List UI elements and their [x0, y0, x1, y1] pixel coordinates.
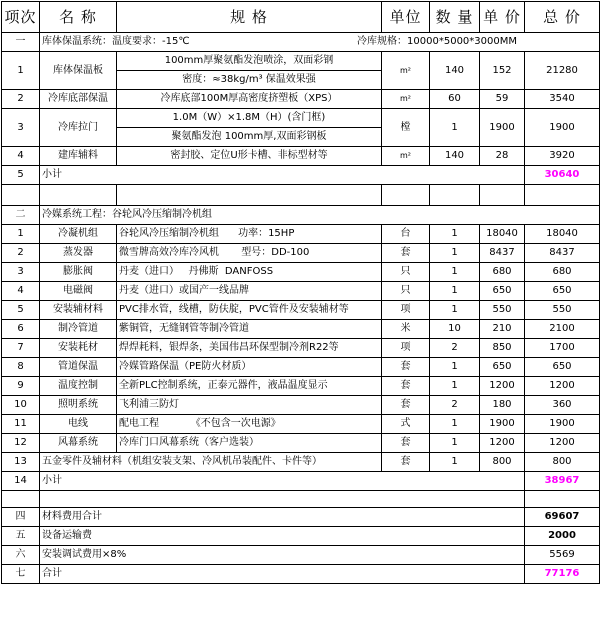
row-spec: 冷库底部100M厚高密度挤塑板（XPS） [117, 90, 382, 109]
row-total: 800 [525, 453, 600, 472]
row-price: 210 [480, 320, 525, 339]
row-qty: 2 [430, 339, 480, 358]
row-spec: 焊焊耗料，银焊条，美国伟昌环保型制冷剂R22等 [117, 339, 382, 358]
table-row [2, 453, 600, 472]
row-price: 59 [480, 90, 525, 109]
header-price: 单 价 [480, 2, 525, 33]
row-unit: 式 [382, 415, 430, 434]
row-no: 12 [2, 434, 40, 453]
row-price: 180 [480, 396, 525, 415]
row-spec: 冷库门口风幕系统（客户选装） [117, 434, 382, 453]
row-unit: 套 [382, 244, 430, 263]
section-no: 一 [2, 33, 40, 52]
row-price: 28 [480, 147, 525, 166]
row-unit: 台 [382, 225, 430, 244]
summary-label: 安装调试费用×8% [40, 546, 525, 565]
section-2-title-row [2, 206, 600, 225]
row-name: 蒸发器 [40, 244, 117, 263]
row-no: 1 [2, 52, 40, 90]
summary-value: 2000 [525, 527, 600, 546]
row-qty: 1 [430, 377, 480, 396]
row-total: 2100 [525, 320, 600, 339]
row-no: 13 [2, 453, 40, 472]
header-spec: 规 格 [117, 2, 382, 33]
row-no: 5 [2, 166, 40, 185]
row-no: 3 [2, 263, 40, 282]
row-price: 152 [480, 52, 525, 90]
row-unit: m² [382, 52, 430, 90]
table-row [2, 377, 600, 396]
row-qty: 10 [430, 320, 480, 339]
row-price: 1900 [480, 109, 525, 147]
table-row [2, 415, 600, 434]
row-name: 膨胀阀 [40, 263, 117, 282]
row-qty: 1 [430, 244, 480, 263]
row-qty: 1 [430, 434, 480, 453]
row-name: 五金零件及辅材料（机组安装支架、冷风机吊装配件、卡件等） [40, 453, 382, 472]
row-no: 8 [2, 358, 40, 377]
table-row [2, 225, 600, 244]
row-unit: 只 [382, 263, 430, 282]
subtotal-label: 小计 [40, 166, 525, 185]
table-row [2, 320, 600, 339]
row-name: 电磁阀 [40, 282, 117, 301]
row-no: 11 [2, 415, 40, 434]
row-qty: 140 [430, 147, 480, 166]
row-qty: 1 [430, 301, 480, 320]
grand-total-row [2, 565, 600, 584]
row-unit: m² [382, 147, 430, 166]
row-no: 5 [2, 301, 40, 320]
row-name: 库体保温板 [40, 52, 117, 90]
summary-row [2, 508, 600, 527]
row-unit: m² [382, 90, 430, 109]
row-total: 650 [525, 282, 600, 301]
row-no: 4 [2, 147, 40, 166]
row-no: 4 [2, 282, 40, 301]
row-qty: 1 [430, 453, 480, 472]
header-no: 项次 [2, 2, 40, 33]
row-spec: 配电工程 《不包含一次电源》 [117, 415, 382, 434]
header-qty: 数 量 [430, 2, 480, 33]
row-total: 550 [525, 301, 600, 320]
row-unit: 只 [382, 282, 430, 301]
row-qty: 1 [430, 282, 480, 301]
row-spec: 微雪牌高效冷库冷风机 型号：DD-100 [117, 244, 382, 263]
row-total: 8437 [525, 244, 600, 263]
row-total: 3920 [525, 147, 600, 166]
row-no: 6 [2, 320, 40, 339]
row-name: 安装耗材 [40, 339, 117, 358]
row-unit: 套 [382, 396, 430, 415]
section-title [40, 33, 600, 52]
row-no: 七 [2, 565, 40, 584]
header-unit: 单位 [382, 2, 430, 33]
row-name: 管道保温 [40, 358, 117, 377]
row-total: 360 [525, 396, 600, 415]
row-unit: 套 [382, 434, 430, 453]
section-subtitle: 冷库规格：10000*5000*3000MM [357, 36, 517, 47]
table-row [2, 434, 600, 453]
grand-total-value: 77176 [525, 565, 600, 584]
row-unit: 米 [382, 320, 430, 339]
row-price: 550 [480, 301, 525, 320]
row-no: 六 [2, 546, 40, 565]
row-total: 680 [525, 263, 600, 282]
row-qty: 1 [430, 225, 480, 244]
row-total: 650 [525, 358, 600, 377]
row-no: 2 [2, 244, 40, 263]
header-name: 名 称 [40, 2, 117, 33]
quotation-table [1, 1, 600, 584]
summary-value: 5569 [525, 546, 600, 565]
row-name: 照明系统 [40, 396, 117, 415]
row-name: 风幕系统 [40, 434, 117, 453]
section-title: 冷媒系统工程：谷轮风冷压缩制冷机组 [40, 206, 600, 225]
summary-row [2, 527, 600, 546]
row-no: 四 [2, 508, 40, 527]
row-total: 1900 [525, 109, 600, 147]
row-no: 3 [2, 109, 40, 147]
row-price: 8437 [480, 244, 525, 263]
row-total: 1900 [525, 415, 600, 434]
section-title-text: 库体保温系统：温度要求：-15℃ [42, 36, 190, 47]
row-spec: 聚氨酯发泡 100mm厚,双面彩钢板 [117, 128, 382, 147]
row-price: 18040 [480, 225, 525, 244]
row-qty: 1 [430, 415, 480, 434]
row-price: 1200 [480, 434, 525, 453]
row-name: 温度控制 [40, 377, 117, 396]
header-row [2, 2, 600, 33]
table-row [2, 396, 600, 415]
table-row [2, 282, 600, 301]
subtotal-value: 30640 [525, 166, 600, 185]
row-qty: 1 [430, 263, 480, 282]
row-total: 3540 [525, 90, 600, 109]
row-spec: 冷媒管路保温（PE防火材质） [117, 358, 382, 377]
row-qty: 1 [430, 358, 480, 377]
row-spec: 紫铜管，无缝钢管等制冷管道 [117, 320, 382, 339]
row-total: 1200 [525, 377, 600, 396]
table-row [2, 263, 600, 282]
row-spec: 密度：≈38kg/m³ 保温效果强 [117, 71, 382, 90]
row-spec: 全新PLC控制系统，正泰元器件，液晶温度显示 [117, 377, 382, 396]
row-qty: 60 [430, 90, 480, 109]
row-unit: 项 [382, 301, 430, 320]
row-total: 21280 [525, 52, 600, 90]
row-no: 9 [2, 377, 40, 396]
row-spec: PVC排水管，线槽，防伕腚，PVC管件及安装辅材等 [117, 301, 382, 320]
spacer-row [2, 185, 600, 206]
summary-label: 材料费用合计 [40, 508, 525, 527]
row-spec: 密封胶、定位U形卡槽、非标型材等 [117, 147, 382, 166]
summary-value: 69607 [525, 508, 600, 527]
row-no: 14 [2, 472, 40, 491]
row-name: 建库辅料 [40, 147, 117, 166]
row-name: 制冷管道 [40, 320, 117, 339]
subtotal-value: 38967 [525, 472, 600, 491]
row-name: 冷库底部保温 [40, 90, 117, 109]
row-price: 650 [480, 358, 525, 377]
row-unit: 套 [382, 358, 430, 377]
row-no: 五 [2, 527, 40, 546]
row-name: 电线 [40, 415, 117, 434]
spacer-row [2, 491, 600, 508]
row-price: 680 [480, 263, 525, 282]
table-row [2, 339, 600, 358]
row-unit: 樘 [382, 109, 430, 147]
row-name: 安装辅材料 [40, 301, 117, 320]
row-no: 1 [2, 225, 40, 244]
subtotal-row [2, 166, 600, 185]
section-no: 二 [2, 206, 40, 225]
grand-total-label: 合计 [40, 565, 525, 584]
row-qty: 140 [430, 52, 480, 90]
row-name: 冷库拉门 [40, 109, 117, 147]
row-price: 850 [480, 339, 525, 358]
subtotal-row [2, 472, 600, 491]
row-unit: 项 [382, 339, 430, 358]
row-unit: 套 [382, 453, 430, 472]
row-price: 800 [480, 453, 525, 472]
table-row [2, 90, 600, 109]
table-row [2, 358, 600, 377]
row-price: 1200 [480, 377, 525, 396]
table-row [2, 147, 600, 166]
table-row [2, 301, 600, 320]
row-total: 1700 [525, 339, 600, 358]
section-1-title-row [2, 33, 600, 52]
summary-row [2, 546, 600, 565]
row-total: 18040 [525, 225, 600, 244]
subtotal-label: 小计 [40, 472, 525, 491]
row-spec: 谷轮风冷压缩制冷机组 功率：15HP [117, 225, 382, 244]
row-spec: 飞利浦三防灯 [117, 396, 382, 415]
table-row [2, 244, 600, 263]
table-row [2, 52, 600, 71]
row-price: 650 [480, 282, 525, 301]
row-no: 10 [2, 396, 40, 415]
row-name: 冷凝机组 [40, 225, 117, 244]
row-spec: 丹麦（进口）或国产一线品牌 [117, 282, 382, 301]
row-no: 7 [2, 339, 40, 358]
row-spec: 100mm厚聚氨酯发泡喷涂，双面彩钢 [117, 52, 382, 71]
row-spec: 丹麦（进口） 丹佛斯 DANFOSS [117, 263, 382, 282]
row-qty: 2 [430, 396, 480, 415]
row-no: 2 [2, 90, 40, 109]
table-row [2, 109, 600, 128]
row-price: 1900 [480, 415, 525, 434]
header-total: 总 价 [525, 2, 600, 33]
summary-label: 设备运输费 [40, 527, 525, 546]
row-qty: 1 [430, 109, 480, 147]
row-spec: 1.0M（W）×1.8M（H）(含门框) [117, 109, 382, 128]
row-total: 1200 [525, 434, 600, 453]
row-unit: 套 [382, 377, 430, 396]
